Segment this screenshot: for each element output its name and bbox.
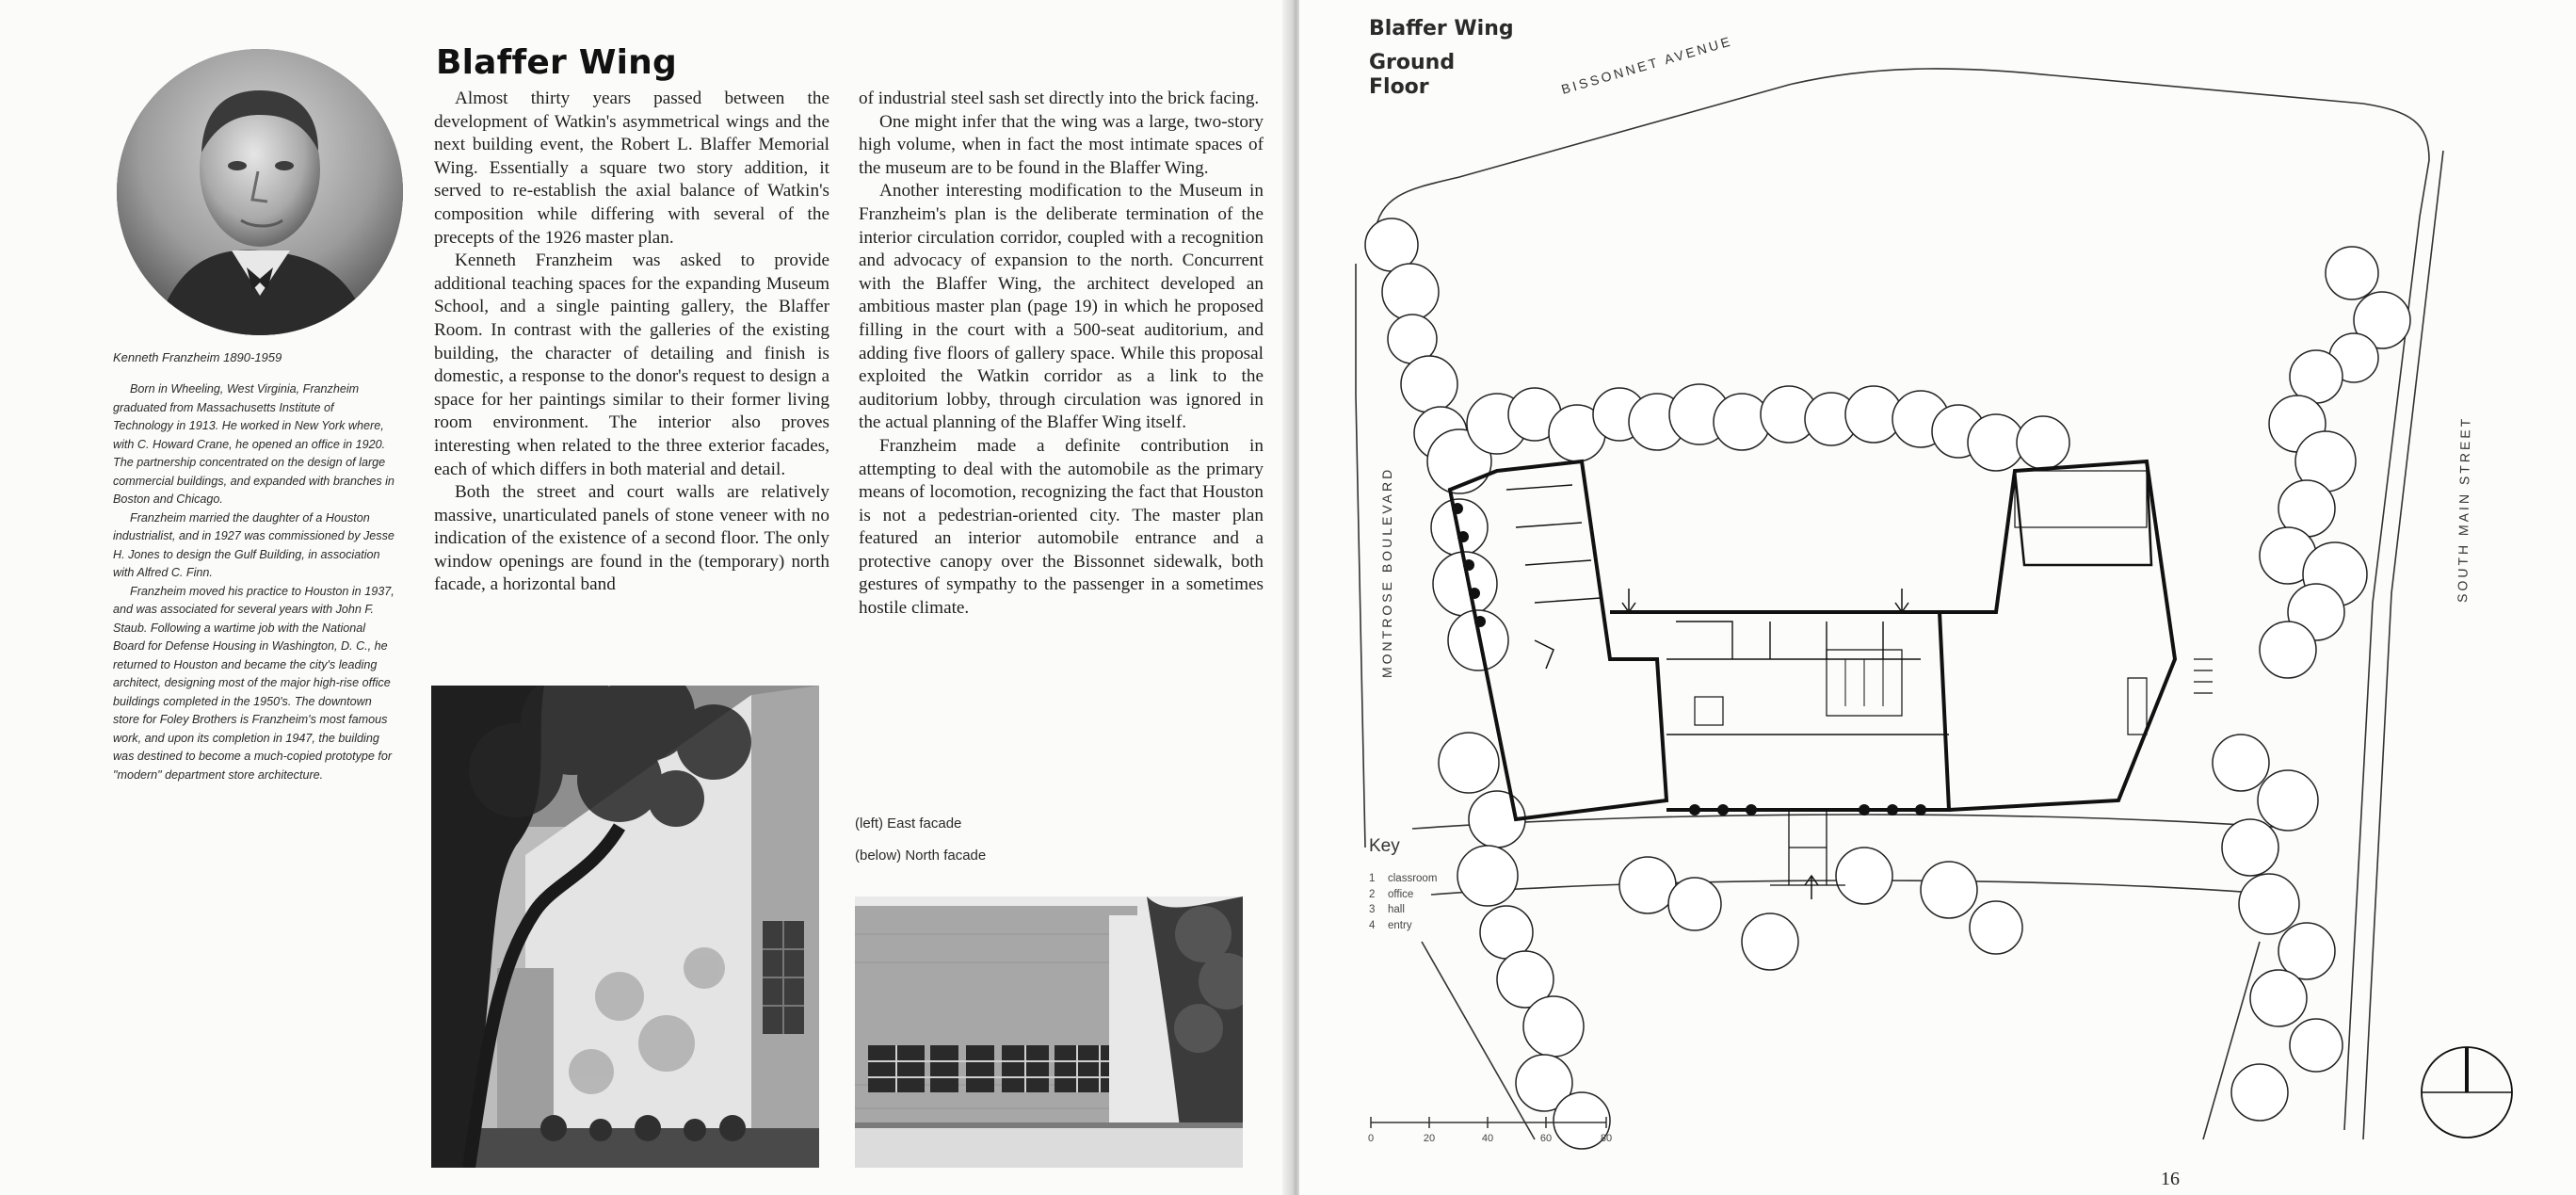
trees [1365, 218, 2410, 1149]
north-facade-photo [855, 896, 1243, 1168]
key-item: 4 entry [1369, 919, 1412, 931]
portrait-photo [117, 49, 403, 335]
key-item: 2 office [1369, 888, 1414, 900]
bio-paragraph: Franzheim married the daughter of a Houston industrialist, and in 1927 was commissioned by Jesse H. Jones to design the Gulf Building, in association with Alfred C. Finn. [113, 510, 394, 579]
street-montrose: MONTROSE BOULEVARD [1379, 466, 1394, 678]
street-bissonnet: BISSONNET AVENUE [1559, 33, 1734, 97]
street-south-main: SOUTH MAIN STREET [2455, 415, 2473, 604]
body-paragraph: Franzheim made a definite contribution in attempting to deal with the automobile as the primary means of locomotion, recognizing the fact that Houston is not a pedestrian-oriented city. The master plan featured an interior automobile entrance and a protective canopy over the Bissonnet sidewalk, both gestures of sympathy to the passenger in a sometimes hostile climate. [859, 435, 1264, 619]
scale-label: 80 [1600, 1133, 1613, 1144]
key-list [1369, 871, 1437, 933]
body-paragraph: Another interesting modification to the Museum in Franzheim's plan is the deliberate termination of the interior circulation corridor, coupled with a recognition and advocacy of expansion to the north. Concurrent with the Blaffer Wing, the architect developed an ambitious master plan (page 19) in which he proposed filling in the court with a 500-seat auditorium, and adding five floors of gallery space. While this proposal exploited the Watkin corridor as a link to the auditorium lobby, through circulation was ignored in the actual planning of the Blaffer Wing itself. [859, 181, 1264, 433]
site-plan-drawing [1299, 0, 2576, 1195]
body-paragraph: One might infer that the wing was a large, two-story high volume, when in fact the most intimate spaces of the museum are to be found in the Blaffer Wing. [859, 111, 1264, 178]
bio-paragraph: Born in Wheeling, West Virginia, Franzheim graduated from Massachusetts Institute of Technology in 1913. He worked in New York where, with C. Howard Crane, he opened an office in 1920. The partnership concentrated on the design of large commercial buildings, and expanded with branches in Boston and Chicago. [113, 382, 394, 506]
plan-subtitle-ground: Ground [1369, 51, 1456, 74]
caption-north-facade: (below) North facade [855, 848, 987, 864]
bio-paragraph: Franzheim moved his practice to Houston in 1937, and was associated for several years with John F. Staub. Following a wartime job with the National Board for Defense Housing in Washington, D. C., he returned to Houston and became the city's leading architect, designing most of the major high-rise office buildings completed in the 1950's. The downtown store for Foley Brothers is Franzheim's most famous work, and upon its completion in 1947, the building was destined to become a much-copied prototype for "modern" department store architecture. [113, 584, 394, 782]
article-title: Blaffer Wing [436, 43, 677, 82]
portrait-caption: Kenneth Franzheim 1890-1959 [113, 350, 282, 364]
text-column-2 [859, 88, 1264, 621]
key-item: 3 hall [1369, 904, 1405, 915]
scale-label: 40 [1481, 1133, 1494, 1144]
page-number: 16 [2161, 1169, 2180, 1189]
biography-text [113, 380, 395, 784]
key-item: 1 classroom [1369, 873, 1438, 884]
scale-label: 0 [1367, 1133, 1375, 1144]
caption-east-facade: (left) East facade [855, 816, 962, 832]
north-arrow-icon [2422, 1047, 2512, 1138]
plan-title: Blaffer Wing [1369, 17, 1514, 40]
body-paragraph: Kenneth Franzheim was asked to provide additional teaching spaces for the expanding Museum School, and a single painting gallery, the Blaffer Room. In contrast with the galleries of the existing building, the character of detailing and finish is domestic, a response to the donor's request to design a space for her paintings similar to their former living room environment. The interior also proves interesting when related to the three exterior facades, each of which differs in both material and detail. [434, 250, 829, 479]
key-title: Key [1369, 836, 1400, 856]
plan-subtitle-floor: Floor [1369, 75, 1429, 99]
body-paragraph: of industrial steel sash set directly into the brick facing. [859, 89, 1260, 108]
scale-label: 60 [1539, 1133, 1553, 1144]
text-column-1 [434, 88, 829, 597]
building-plan [1450, 461, 2213, 899]
body-paragraph: Both the street and court walls are relatively massive, unarticulated panels of stone veneer with no indication of the existence of a second floor. The only window openings are found in the (temporary) north facade, a horizontal band [434, 482, 829, 595]
scale-label: 20 [1423, 1133, 1436, 1144]
east-facade-photo [431, 686, 819, 1168]
right-page [1299, 0, 2576, 1195]
body-paragraph: Almost thirty years passed between the development of Watkin's asymmetrical wings and the next building event, the Robert L. Blaffer Memorial Wing. Essentially a square two story addition, it served to re-establish the axial balance of Watkin's composition while differing with several of the precepts of the 1926 master plan. [434, 89, 829, 248]
